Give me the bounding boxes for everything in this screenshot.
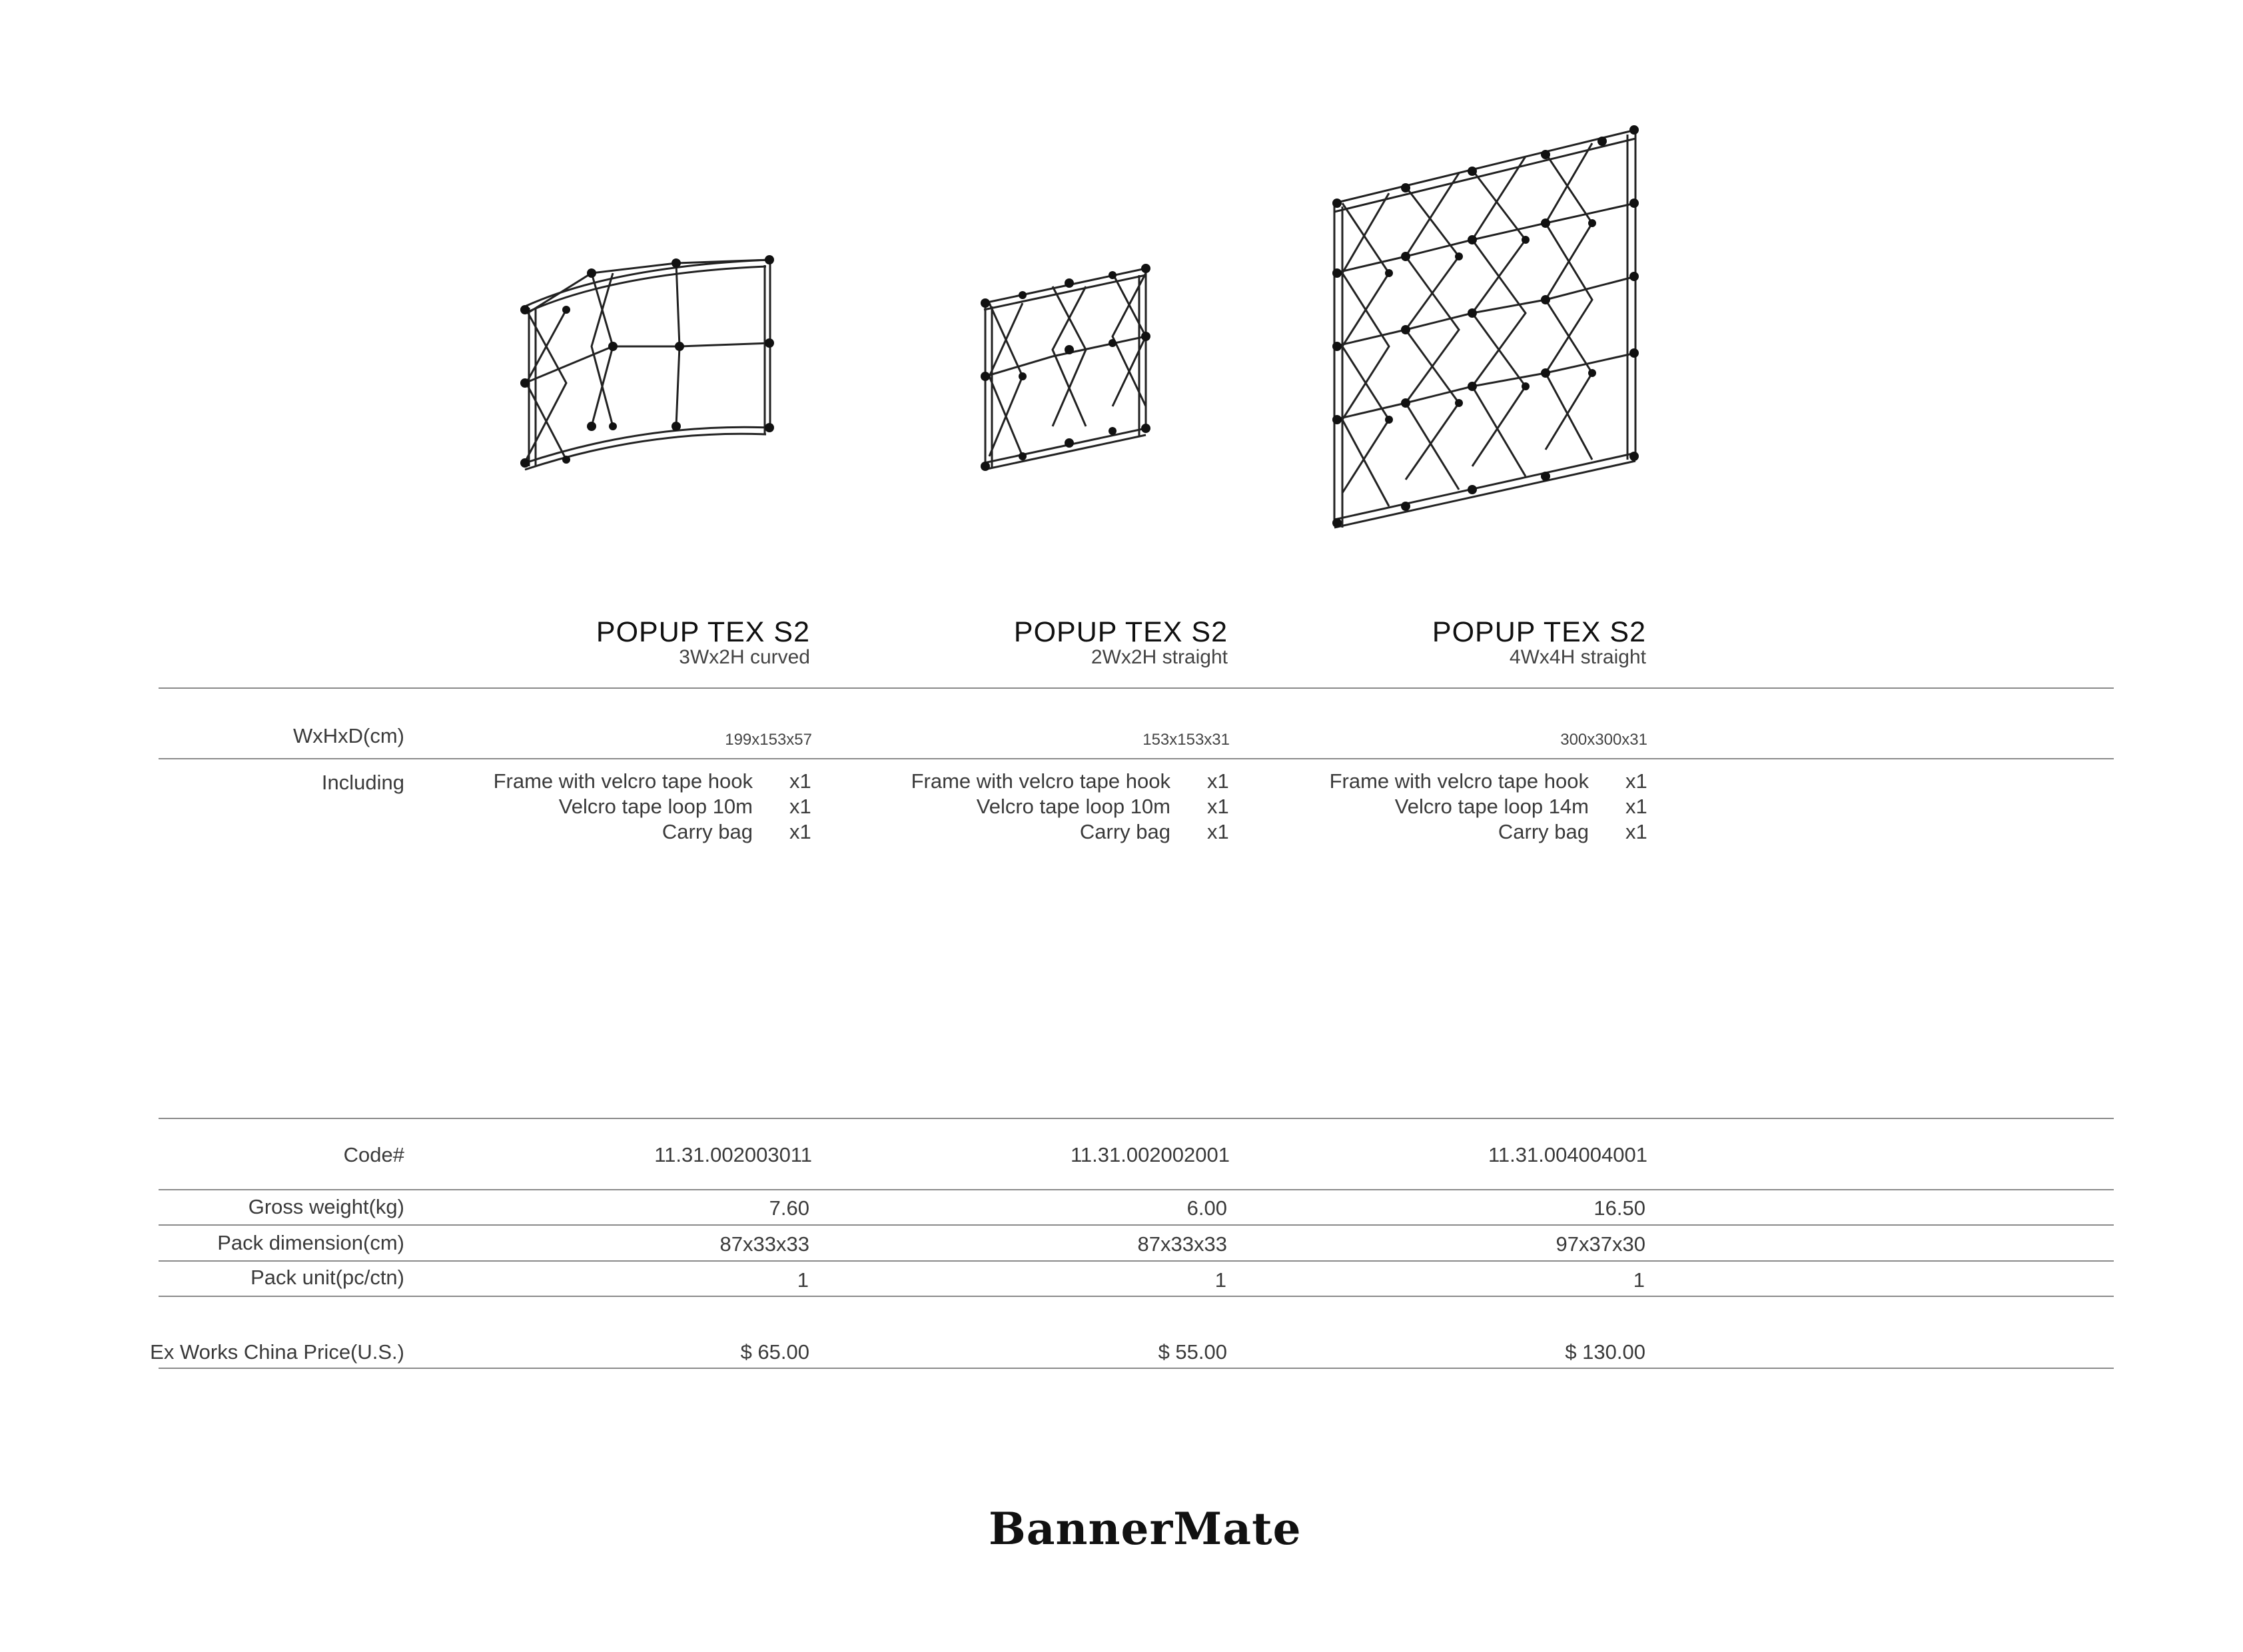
pack-unit-value: 1	[797, 1268, 809, 1292]
including-item: Frame with velcro tape hook	[1329, 769, 1589, 793]
pack-dimension-value: 87x33x33	[1137, 1232, 1227, 1256]
divider	[159, 758, 2114, 759]
divider	[159, 1224, 2114, 1226]
pack-dimension-value: 97x37x30	[1556, 1232, 1645, 1256]
pack-unit-value: 1	[1633, 1268, 1645, 1292]
divider	[159, 1368, 2114, 1369]
product-title: POPUP TEX S2	[596, 616, 810, 648]
row-label-pack-unit: Pack unit(pc/ctn)	[250, 1266, 404, 1289]
including-qty: x1	[789, 820, 811, 843]
product-subtitle: 2Wx2H straight	[1091, 646, 1228, 668]
including-qty: x1	[789, 795, 811, 818]
row-label-gross-weight: Gross weight(kg)	[248, 1195, 404, 1218]
including-qty: x1	[1207, 769, 1229, 793]
including-qty: x1	[1625, 820, 1647, 843]
including-qty: x1	[789, 769, 811, 793]
including-qty: x1	[1207, 820, 1229, 843]
row-label-price: Ex Works China Price(U.S.)	[150, 1340, 404, 1364]
including-item: Carry bag	[1079, 820, 1170, 843]
pack-unit-value: 1	[1214, 1268, 1226, 1292]
code-value: 11.31.002003011	[654, 1143, 812, 1166]
gross-weight-value: 7.60	[769, 1196, 809, 1220]
product-image-3wx2h-curved	[513, 246, 786, 480]
row-label-dimensions: WxHxD(cm)	[292, 724, 404, 747]
divider	[159, 1296, 2114, 1297]
product-subtitle: 4Wx4H straight	[1509, 646, 1646, 668]
product-subtitle: 3Wx2H curved	[679, 646, 810, 668]
row-label-pack-dimension: Pack dimension(cm)	[217, 1231, 404, 1254]
dimensions-value: 199x153x57	[725, 731, 812, 749]
product-image-4wx4h-straight	[1322, 107, 1652, 540]
pack-dimension-value: 87x33x33	[719, 1232, 809, 1256]
including-qty: x1	[1625, 769, 1647, 793]
brand-logo: BannerMate	[989, 1503, 1302, 1555]
product-image-2wx2h-straight	[976, 256, 1162, 476]
price-value: $ 130.00	[1565, 1340, 1645, 1364]
divider	[159, 1189, 2114, 1190]
including-item: Velcro tape loop 14m	[1394, 795, 1589, 818]
gross-weight-value: 16.50	[1593, 1196, 1645, 1220]
including-item: Frame with velcro tape hook	[493, 769, 753, 793]
including-item: Carry bag	[1498, 820, 1589, 843]
price-value: $ 55.00	[1158, 1340, 1227, 1364]
including-qty: x1	[1625, 795, 1647, 818]
code-value: 11.31.004004001	[1488, 1143, 1647, 1166]
product-title: POPUP TEX S2	[1013, 616, 1228, 648]
including-item: Frame with velcro tape hook	[911, 769, 1170, 793]
including-item: Velcro tape loop 10m	[558, 795, 753, 818]
product-title: POPUP TEX S2	[1432, 616, 1646, 648]
row-label-code: Code#	[343, 1143, 404, 1166]
dimensions-value: 153x153x31	[1142, 731, 1230, 749]
price-value: $ 65.00	[740, 1340, 809, 1364]
divider	[159, 1260, 2114, 1262]
row-label-including: Including	[321, 771, 404, 794]
including-item: Velcro tape loop 10m	[976, 795, 1170, 818]
including-item: Carry bag	[662, 820, 753, 843]
code-value: 11.31.002002001	[1070, 1143, 1230, 1166]
divider	[159, 687, 2114, 689]
gross-weight-value: 6.00	[1186, 1196, 1227, 1220]
dimensions-value: 300x300x31	[1560, 731, 1647, 749]
divider	[159, 1118, 2114, 1119]
including-qty: x1	[1207, 795, 1229, 818]
